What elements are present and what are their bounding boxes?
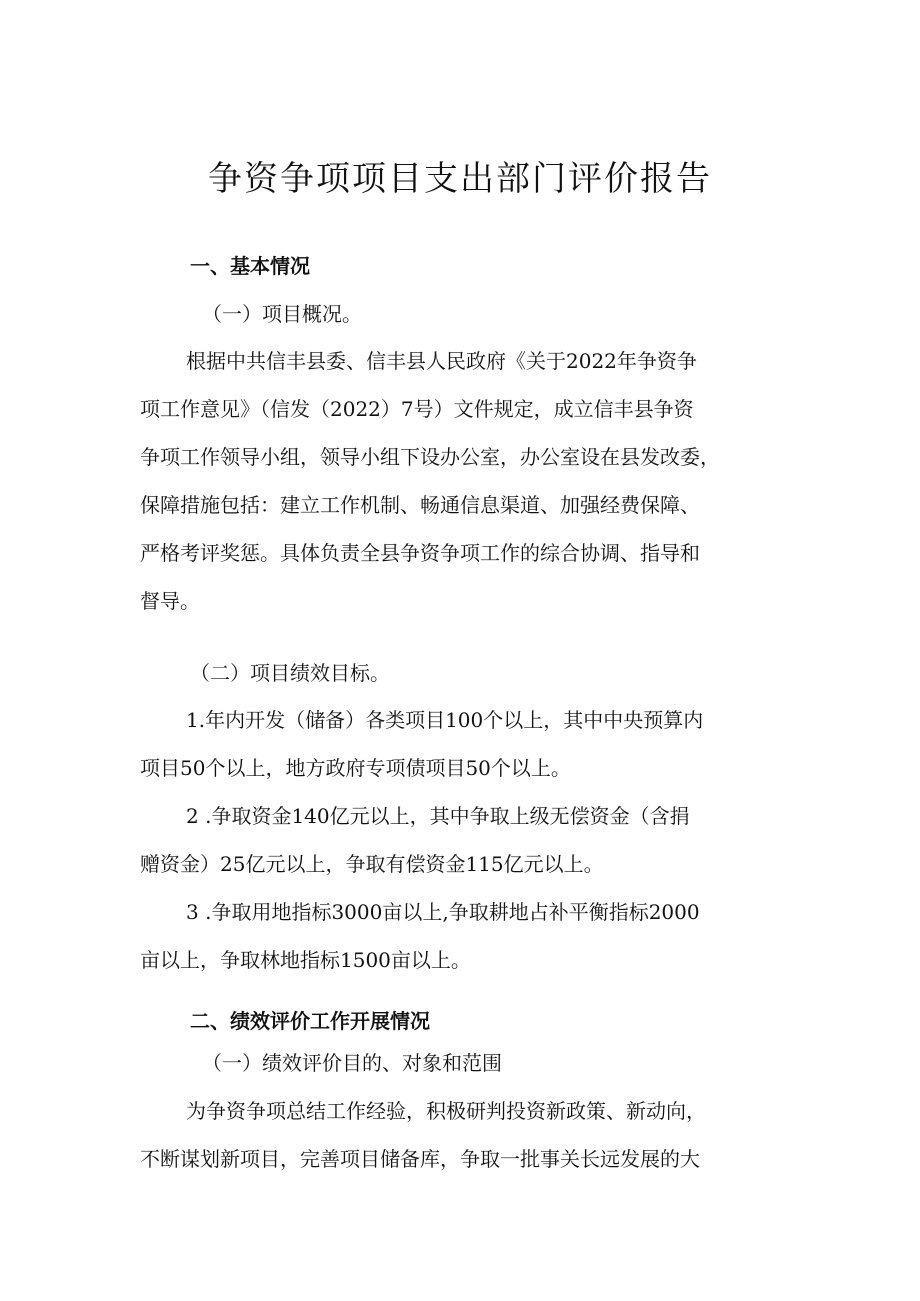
document-title: 争资争项项目支出部门评价报告 [208, 159, 712, 199]
paragraph-1-line: 争项工作领导小组，领导小组下设办公室，办公室设在县发改委， [140, 445, 720, 469]
subsection-1-2-heading: （二）项目绩效目标。 [190, 661, 390, 685]
paragraph-1-line: 根据中共信丰县委、信丰县人民政府《关于2022年争资争 [186, 349, 697, 373]
section-2-heading: 二、绩效评价工作开展情况 [190, 1009, 430, 1033]
goal-item-3-line: 亩以上，争取林地指标1500亩以上。 [140, 948, 471, 972]
paragraph-1-line: 项工作意见》（信发（2022）7号）文件规定，成立信丰县争资 [140, 397, 694, 421]
section-1-heading: 一、基本情况 [190, 254, 310, 278]
goal-item-2-line: 2 .争取资金140亿元以上，其中争取上级无偿资金（含捐 [186, 804, 690, 828]
paragraph-1-line: 保障措施包括：建立工作机制、畅通信息渠道、加强经费保障、 [140, 493, 700, 517]
goal-item-1-line: 项目50个以上，地方政府专项债项目50个以上。 [140, 756, 571, 780]
paragraph-2-line: 不断谋划新项目，完善项目储备库，争取一批事关长远发展的大 [140, 1147, 700, 1171]
goal-item-3-line: 3 .争取用地指标3000亩以上,争取耕地占补平衡指标2000 [186, 900, 700, 924]
paragraph-2-line: 为争资争项总结工作经验，积极研判投资新政策、新动向， [186, 1099, 706, 1123]
subsection-1-1-heading: （一）项目概况。 [202, 302, 362, 326]
subsection-2-1-heading: （一）绩效评价目的、对象和范围 [202, 1051, 502, 1075]
paragraph-1-line: 督导。 [140, 589, 200, 613]
goal-item-2-line: 赠资金）25亿元以上，争取有偿资金115亿元以上。 [140, 852, 604, 876]
goal-item-1-line: 1.年内开发（储备）各类项目100个以上，其中中央预算内 [186, 708, 704, 732]
paragraph-1-line: 严格考评奖惩。具体负责全县争资争项工作的综合协调、指导和 [140, 541, 700, 565]
